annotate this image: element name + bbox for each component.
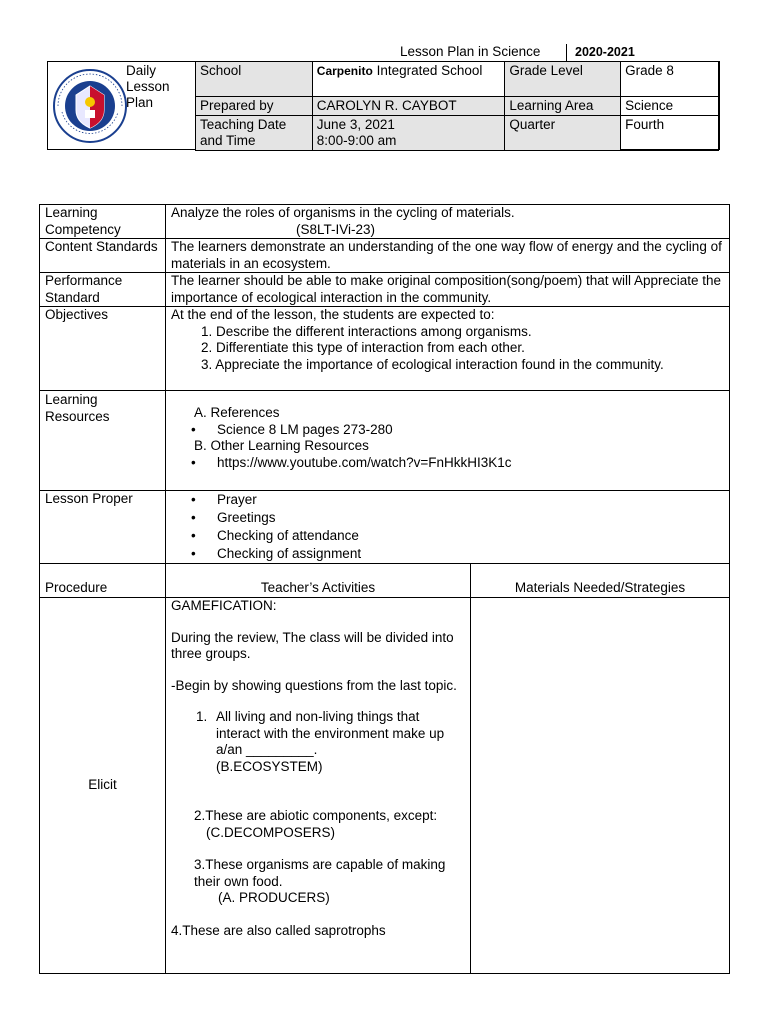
- learning-resources-label: Learning Resources: [40, 391, 166, 491]
- daily-lesson-plan-label: [126, 63, 196, 111]
- table-row: [40, 491, 730, 564]
- answer-1: (B.ECOSYSTEM): [216, 758, 323, 774]
- competency-text: Analyze the roles of organisms in the cycling of materials.: [171, 205, 515, 220]
- school-value: [312, 62, 505, 97]
- table-row: [40, 205, 730, 239]
- learning-area-label: Learning Area: [505, 97, 621, 116]
- list-item: • Checking of attendance: [171, 527, 724, 545]
- list-item: • Science 8 LM pages 273-280: [171, 422, 724, 439]
- answer-2: (C.DECOMPOSERS): [206, 824, 336, 840]
- procedure-header-row: [40, 564, 730, 598]
- elicit-label: Elicit: [40, 598, 166, 974]
- dlp-line-3: Plan: [126, 95, 154, 110]
- question-number: 1.: [196, 709, 208, 724]
- lesson-plan-table: [39, 204, 730, 974]
- procedure-column-header: Procedure: [40, 564, 166, 598]
- learning-resources-value: [166, 391, 730, 491]
- grade-level-value: Grade 8: [621, 62, 719, 97]
- other-resources-list: [171, 455, 724, 472]
- question-3: 3.These organisms are capable of making their own food.: [194, 857, 446, 889]
- other-resources-heading: B. Other Learning Resources: [194, 438, 369, 453]
- question-2: 2.These are abiotic components, except:: [194, 808, 438, 823]
- objective-item: 1. Describe the different interactions among organisms.: [201, 323, 532, 339]
- materials-column-header: Materials Needed/Strategies: [471, 564, 730, 598]
- content-standards-label: Content Standards: [40, 239, 166, 273]
- question-text: All living and non-living things that interact with the environment make up a/an _________.: [216, 709, 445, 757]
- table-row: [40, 307, 730, 391]
- teaching-date: June 3, 2021: [316, 117, 395, 132]
- school-name-bold: Carpenito: [316, 64, 373, 78]
- table-row: [40, 273, 730, 307]
- teacher-activities-column-header: Teacher’s Activities: [166, 564, 471, 598]
- learning-competency-label: Learning Competency: [40, 205, 166, 239]
- competency-code: (S8LT-IVi-23): [296, 221, 376, 237]
- prepared-by-label: Prepared by: [196, 97, 313, 116]
- teaching-date-value: [312, 116, 505, 151]
- teaching-date-label: Teaching Date and Time: [196, 116, 313, 151]
- resource-link[interactable]: • https://www.youtube.com/watch?v=FnHkkHI3K1c: [171, 455, 724, 472]
- references-heading: A. References: [194, 405, 280, 420]
- objective-item: 3. Appreciate the importance of ecological interaction found in the community.: [201, 356, 664, 372]
- table-row: [40, 239, 730, 273]
- title-separator: [566, 44, 567, 62]
- grade-level-label: Grade Level: [505, 62, 621, 97]
- prepared-by-value: CAROLYN R. CAYBOT: [312, 97, 505, 116]
- deped-seal-icon: [52, 68, 128, 144]
- question-4: 4.These are also called saprotrophs: [171, 922, 386, 938]
- school-name-rest: Integrated School: [372, 63, 483, 78]
- performance-standard-label: Performance Standard: [40, 273, 166, 307]
- list-item: • Checking of assignment: [171, 545, 724, 563]
- teaching-time: 8:00-9:00 am: [316, 133, 397, 148]
- question-1: [171, 709, 465, 759]
- dlp-line-1: Daily: [126, 63, 157, 78]
- performance-standard-value: The learner should be able to make original composition(song/poem) that will Appreciate the importance of ecological interaction in the community.: [166, 273, 730, 307]
- document-title: Lesson Plan in Science: [400, 44, 541, 59]
- activity-title: GAMEFICATION:: [171, 598, 277, 613]
- elicit-row: [40, 598, 730, 974]
- table-row: [40, 391, 730, 491]
- header-table: [195, 61, 719, 151]
- objectives-value: [166, 307, 730, 391]
- learning-competency-value: [166, 205, 730, 239]
- learning-area-value: Science: [621, 97, 719, 116]
- header-box: [47, 61, 720, 150]
- lesson-proper-value: [166, 491, 730, 564]
- quarter-label: Quarter: [505, 116, 621, 151]
- elicit-materials: [471, 598, 730, 974]
- activity-paragraph: -Begin by showing questions from the last topic.: [171, 677, 457, 693]
- list-item: • Prayer: [171, 491, 724, 509]
- objectives-intro: At the end of the lesson, the students are expected to:: [171, 307, 495, 322]
- dlp-line-2: Lesson: [126, 79, 170, 94]
- elicit-activities: [166, 598, 471, 974]
- list-item: • Greetings: [171, 509, 724, 527]
- content-standards-value: The learners demonstrate an understanding of the one way flow of energy and the cycling of materials in an ecosystem.: [166, 239, 730, 273]
- objective-item: 2. Differentiate this type of interaction from each other.: [201, 340, 525, 355]
- quarter-value: Fourth: [621, 116, 719, 151]
- school-label: School: [196, 62, 313, 97]
- activity-paragraph: During the review, The class will be divided into three groups.: [171, 629, 454, 661]
- objectives-label: Objectives: [40, 307, 166, 391]
- answer-3: (A. PRODUCERS): [218, 890, 330, 905]
- school-year: 2020-2021: [575, 45, 635, 59]
- lesson-proper-list: [171, 491, 724, 563]
- lesson-proper-label: Lesson Proper: [40, 491, 166, 564]
- references-list: [171, 422, 724, 439]
